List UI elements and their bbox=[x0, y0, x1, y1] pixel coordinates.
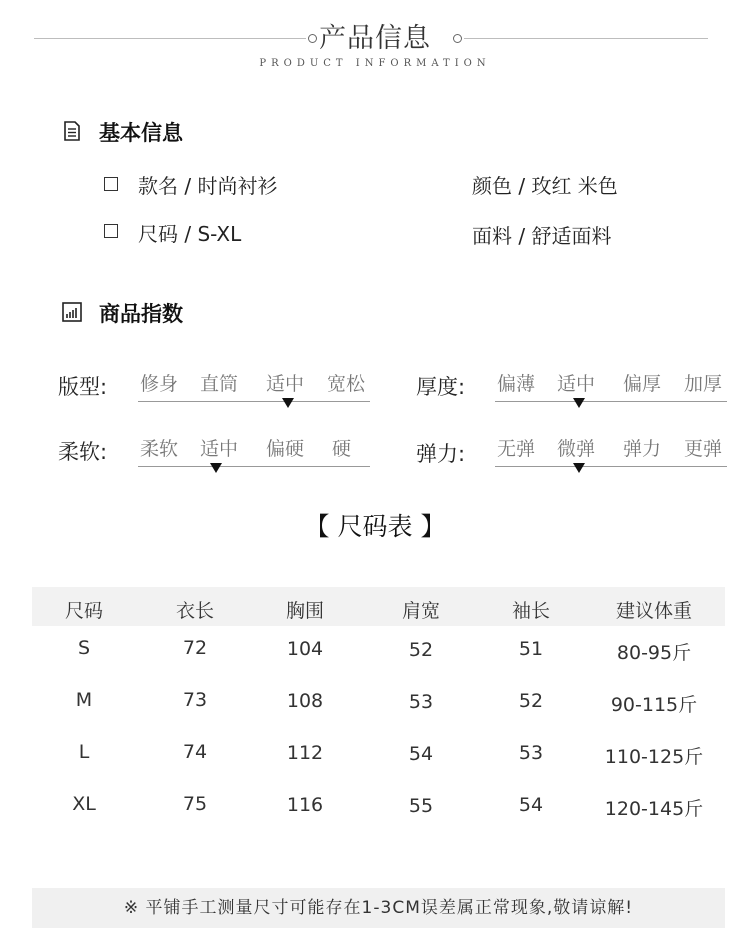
header-dot-right bbox=[453, 34, 462, 43]
table-cell: 90-115斤 bbox=[610, 694, 698, 716]
fit-scale bbox=[138, 369, 370, 402]
table-cell: 112 bbox=[286, 742, 324, 764]
fit-option: 适中 bbox=[266, 373, 305, 395]
fit-option: 修身 bbox=[140, 373, 179, 395]
table-cell: 80-95斤 bbox=[616, 642, 692, 664]
table-cell: XL bbox=[72, 793, 96, 815]
fit-label: 版型: bbox=[58, 375, 108, 399]
header-rule-right bbox=[464, 38, 708, 39]
table-header-cell: 衣长 bbox=[175, 600, 214, 622]
table-cell: 51 bbox=[518, 638, 544, 660]
elasticity-option: 弹力 bbox=[623, 438, 662, 460]
table-header-cell: 肩宽 bbox=[401, 600, 440, 622]
table-cell: 75 bbox=[182, 793, 208, 815]
chart-icon bbox=[62, 302, 82, 322]
softness-marker-icon bbox=[210, 463, 222, 473]
thickness-option: 加厚 bbox=[684, 373, 723, 395]
measurement-note: ※ 平铺手工测量尺寸可能存在1-3CM误差属正常现象,敬请谅解! bbox=[32, 888, 725, 928]
elasticity-option: 无弹 bbox=[497, 438, 536, 460]
table-cell: 52 bbox=[408, 639, 434, 661]
softness-option: 柔软 bbox=[140, 438, 179, 460]
fit-option: 直筒 bbox=[200, 373, 239, 395]
softness-scale bbox=[138, 434, 370, 467]
page-title: 产品信息 bbox=[319, 23, 431, 54]
fit-marker-icon bbox=[282, 398, 294, 408]
table-header-cell: 建议体重 bbox=[615, 600, 692, 622]
table-cell: 116 bbox=[286, 794, 324, 816]
table-header-cell: 尺码 bbox=[64, 600, 103, 622]
fit-option: 宽松 bbox=[327, 373, 366, 395]
softness-option: 偏硬 bbox=[266, 438, 305, 460]
page-subtitle: PRODUCT INFORMATION bbox=[259, 58, 491, 69]
table-cell: L bbox=[78, 741, 90, 763]
thickness-marker-icon bbox=[573, 398, 585, 408]
table-cell: S bbox=[77, 637, 91, 659]
thickness-option: 偏薄 bbox=[497, 373, 536, 395]
softness-option: 硬 bbox=[332, 438, 352, 460]
size-table-title: 【 尺码表 】 bbox=[304, 512, 446, 541]
table-cell: 110-125斤 bbox=[604, 746, 704, 768]
size-info: 尺码 / S-XL bbox=[138, 222, 242, 246]
table-cell: M bbox=[75, 689, 93, 711]
size-checkbox-icon bbox=[104, 224, 118, 238]
thickness-label: 厚度: bbox=[416, 375, 466, 399]
basic-info-title: 基本信息 bbox=[99, 121, 183, 145]
table-header-cell: 胸围 bbox=[285, 600, 324, 622]
index-title: 商品指数 bbox=[99, 302, 183, 326]
table-cell: 74 bbox=[182, 741, 208, 763]
table-cell: 120-145斤 bbox=[604, 798, 704, 820]
elasticity-scale bbox=[495, 434, 727, 467]
document-icon bbox=[62, 121, 82, 141]
table-cell: 53 bbox=[408, 691, 434, 713]
table-cell: 52 bbox=[518, 690, 544, 712]
thickness-scale bbox=[495, 369, 727, 402]
thickness-option: 偏厚 bbox=[623, 373, 662, 395]
elasticity-label: 弹力: bbox=[416, 442, 466, 466]
table-cell: 54 bbox=[408, 743, 434, 765]
table-header-cell: 袖长 bbox=[511, 600, 550, 622]
style-checkbox-icon bbox=[104, 177, 118, 191]
table-cell: 104 bbox=[286, 638, 324, 660]
elasticity-option: 更弹 bbox=[684, 438, 723, 460]
style-name: 款名 / 时尚衬衫 bbox=[138, 174, 278, 198]
table-cell: 55 bbox=[408, 795, 434, 817]
softness-option: 适中 bbox=[200, 438, 239, 460]
fabric-info: 面料 / 舒适面料 bbox=[472, 224, 612, 248]
thickness-option: 适中 bbox=[557, 373, 596, 395]
softness-label: 柔软: bbox=[58, 440, 108, 464]
table-cell: 108 bbox=[286, 690, 324, 712]
table-cell: 72 bbox=[182, 637, 208, 659]
elasticity-option: 微弹 bbox=[557, 438, 596, 460]
elasticity-marker-icon bbox=[573, 463, 585, 473]
table-cell: 53 bbox=[518, 742, 544, 764]
table-cell: 73 bbox=[182, 689, 208, 711]
table-cell: 54 bbox=[518, 794, 544, 816]
color-info: 颜色 / 玫红 米色 bbox=[472, 174, 618, 198]
